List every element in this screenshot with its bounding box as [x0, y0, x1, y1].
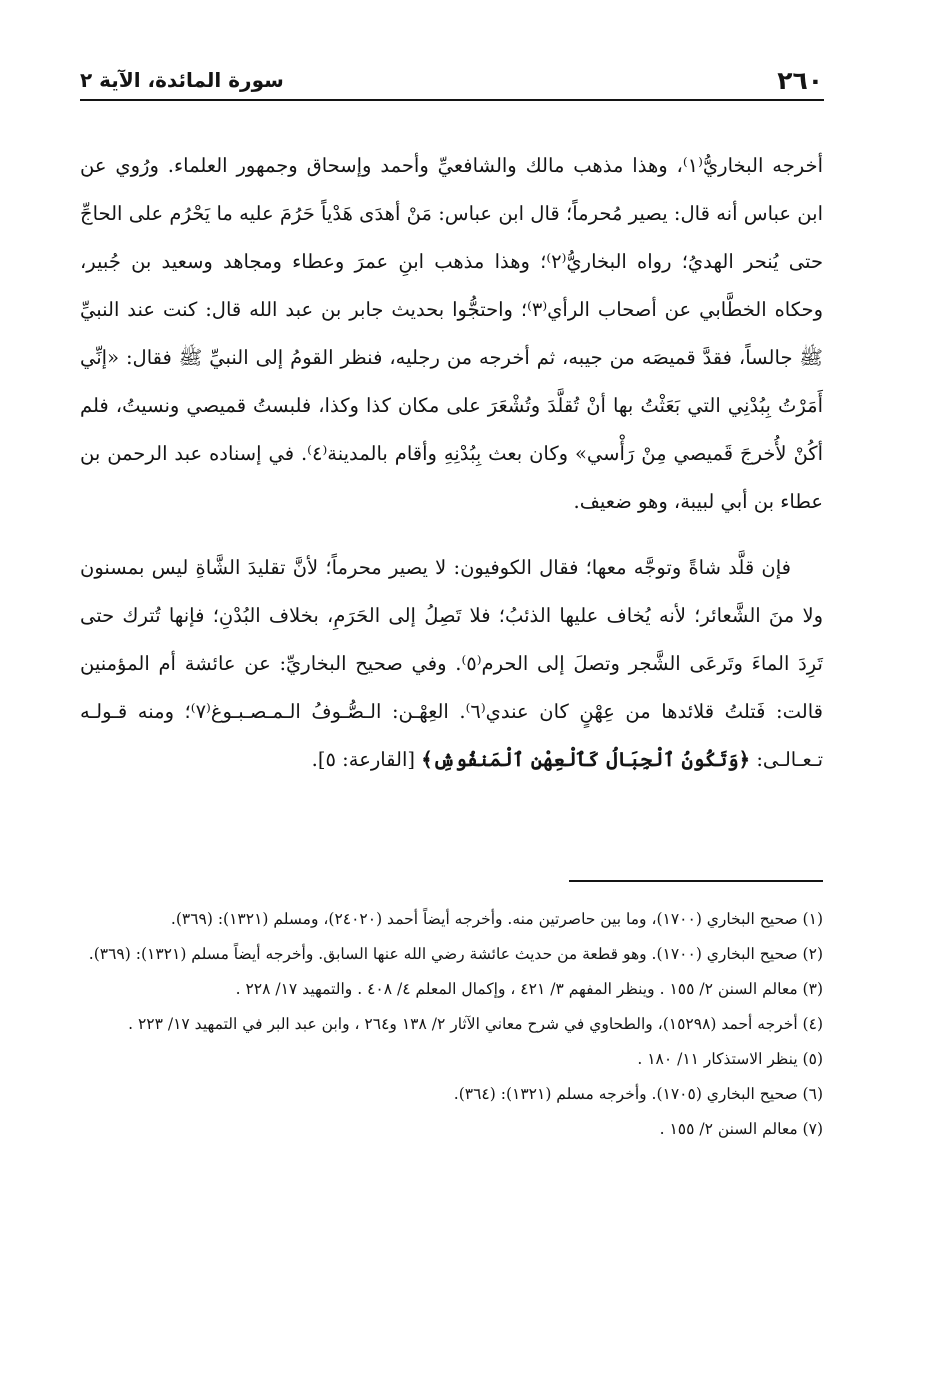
header-rule [80, 99, 824, 101]
running-header [80, 66, 823, 98]
footnote-4: (٤) أخرجه أحمد (١٥٢٩٨)، والطحاوي في شرح معاني الآثار ٢/ ١٣٨ و٢٦٤ ، وابن عبد البر في التمهيد ١٧/ ٢٢٣ . [128, 1015, 823, 1033]
paragraph-2-text: فإن قلَّد شاةً وتوجَّه معها؛ فقال الكوفيون: لا يصير محرماً؛ لأنَّ تقليدَ الشَّاةِ ليس بمسنون ولا منَ الشَّعائر؛ لأنه يُخاف عليها الذئبُ؛ فلا تَصِلُ إلى الحَرَمِ، بخلاف البُدْنِ؛ فإنها تُترك حتى تَرِدَ الماءَ وتَرعَى الشَّجر وتصلَ إلى الحرم⁽٥⁾. وفي صحيح البخاريِّ: عن عائشة أم المؤمنين قالت: فَتلتُ قلائدها من عِهْنٍ كان عندي⁽٦⁾. العِهْـن: الـصُّـوفُ الـمـصـبـوغ⁽٧⁾؛ ومنه قـولـه تـعـالـى: [80, 556, 823, 771]
footnote-separator [569, 880, 823, 882]
footnote-1: (١) صحيح البخاري (١٧٠٠)، وما بين حاصرتين منه. وأخرجه أيضاً أحمد (٢٤٠٢٠)، ومسلم (١٣٢١): (٣٦٩). [170, 910, 823, 928]
footnote-2: (٢) صحيح البخاري (١٧٠٠). وهو قطعة من حديث عائشة رضي الله عنها السابق. وأخرجه أيضاً مسلم (١٣٢١): (٣٦٩). [88, 945, 823, 963]
verse-reference: [القارعة: ٥]. [311, 748, 416, 771]
footnote-5: (٥) ينظر الاستذكار ١١/ ١٨٠ . [637, 1050, 823, 1068]
page-number: ٢٦٠ [777, 66, 823, 95]
footnotes [80, 905, 823, 1150]
paragraph-1: أخرجه البخاريُّ⁽١⁾، وهذا مذهب مالك والشافعيِّ وأحمد وإسحاق وجمهور العلماء. ورُوي عن ابن عباس أنه قال: يصير مُحرماً؛ قال ابن عباس: مَنْ أهدَى هَدْياً حَرُمَ عليه ما يَحْرُم على الحاجِّ حتى يُنحر الهديُ؛ رواه البخاريُّ⁽٢⁾؛ وهذا مذهب ابنِ عمرَ وعطاء ومجاهد وسعيد بن جُبير، وحكاه الخطَّابي عن أصحاب الرأي⁽٣⁾؛ واحتجُّوا بحديث جابر بن عبد الله قال: كنت عند النبيِّ ﷺ جالساً، فقدَّ قميصَه من جيبه، ثم أخرجه من رجليه، فنظر القومُ إلى النبيِّ ﷺ فقال: «إنِّي أَمَرْتُ بِبُدْنِي التي بَعَثْتُ بها أنْ تُقلَّدَ وتُشْعَرَ على مكان كذا وكذا، فلبستُ قميصي ونسيتُ، فلم أكُنْ لأُخرجَ قَميصي مِنْ رَأْسي» وكان بعث بِبُدْنِهِ وأقام بالمدينة⁽٤⁾. في إسناده عبد الرحمن بن عطاء بن أبي لبيبة، وهو ضعيف. [80, 154, 824, 513]
quran-verse: ﴿وَتَكُونُ ٱلْجِبَالُ كَٱلْعِهْنِ ٱلْمَنفُوشِ﴾ [421, 748, 751, 771]
surah-title: سورة المائدة، الآية ٢ [80, 68, 284, 92]
main-text [80, 142, 823, 784]
footnote-3: (٣) معالم السنن ٢/ ١٥٥ . وينظر المفهم ٣/ ٤٢١ ، وإكمال المعلم ٤/ ٤٠٨ . والتمهيد ١٧/ ٢٢٨ . [235, 980, 823, 998]
footnote-6: (٦) صحيح البخاري (١٧٠٥). وأخرجه مسلم (١٣٢١): (٣٦٤). [453, 1085, 823, 1103]
footnote-7: (٧) معالم السنن ٢/ ١٥٥ . [659, 1120, 823, 1138]
paragraph-2 [80, 544, 823, 784]
